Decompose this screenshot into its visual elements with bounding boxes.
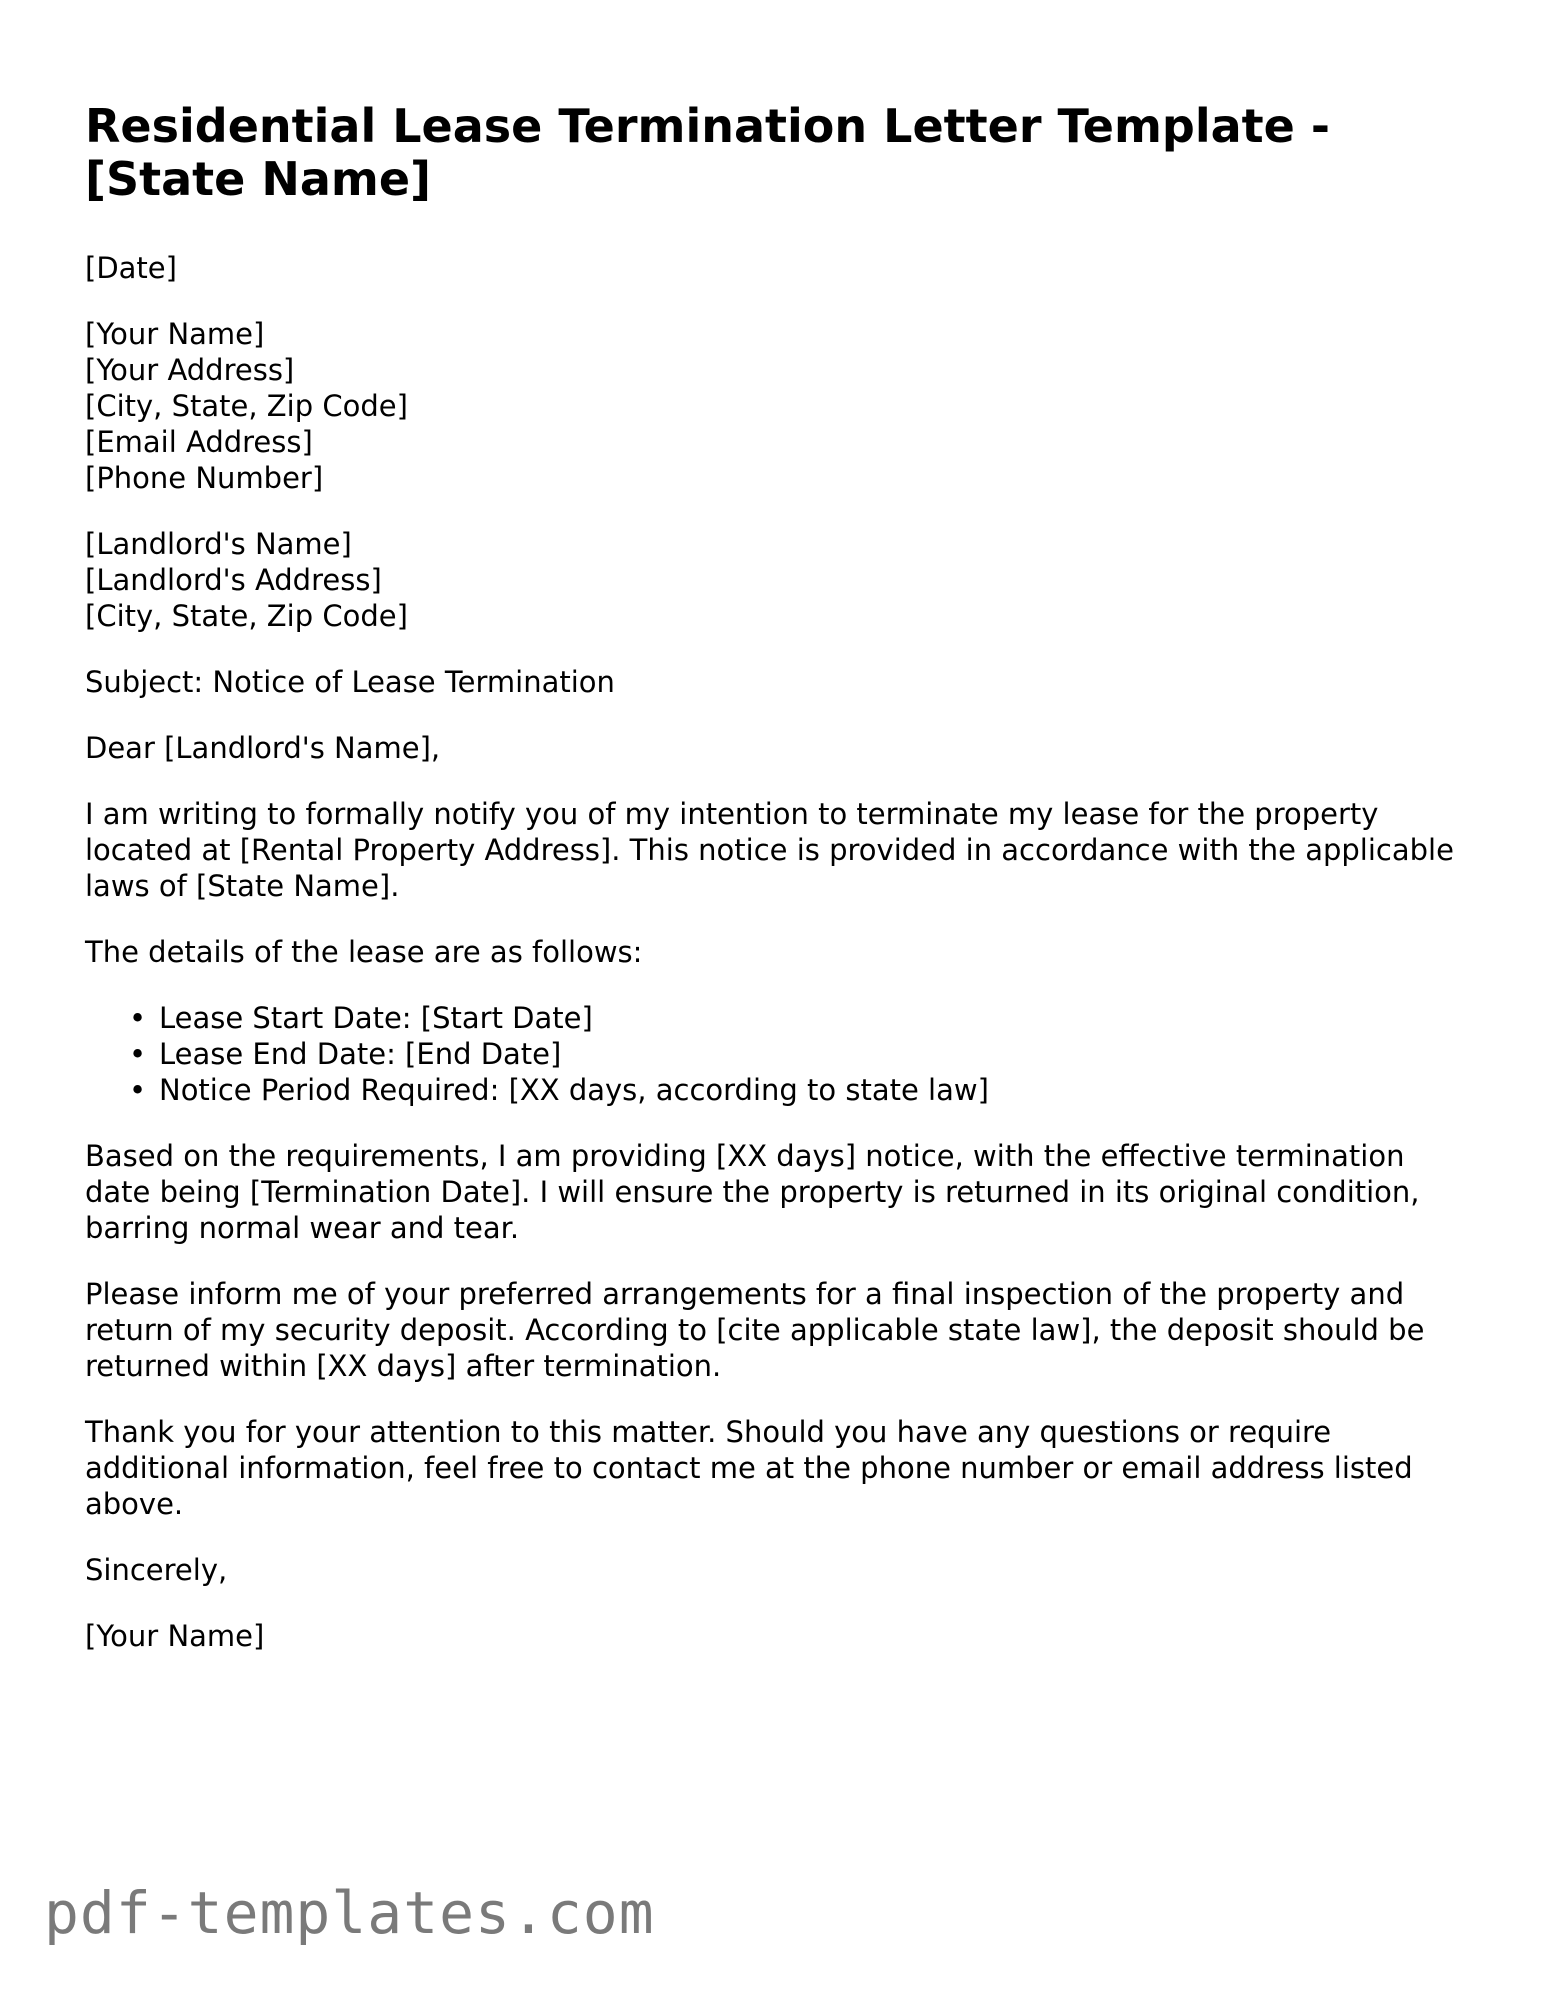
sender-phone: [Phone Number] — [85, 461, 324, 495]
list-item — [129, 1000, 1465, 1036]
watermark-text: pdf-templates.com — [44, 1879, 655, 1947]
closing-paragraph: Thank you for your attention to this matter. Should you have any questions or require additional information, feel free to contact me at the phone number or email address listed above. — [85, 1415, 1413, 1521]
signoff: Sincerely, — [85, 1553, 228, 1587]
recipient-city-state-zip: [City, State, Zip Code] — [85, 599, 408, 633]
inspection-paragraph: Please inform me of your preferred arrangements for a final inspection of the property and return of my security deposit. According to [cite applicable state law], the deposit should be returned within [XX days] after termination. — [85, 1277, 1425, 1383]
bullet-icon: • — [129, 1001, 147, 1035]
list-item — [129, 1072, 1465, 1108]
letter-date: [Date] — [85, 251, 177, 285]
sender-name: [Your Name] — [85, 317, 265, 351]
details-intro: The details of the lease are as follows: — [85, 935, 643, 969]
letter-document — [85, 100, 1465, 1684]
signature-name: [Your Name] — [85, 1619, 265, 1653]
recipient-block — [85, 526, 1465, 634]
salutation: Dear [Landlord's Name], — [85, 731, 441, 765]
detail-notice-period: Notice Period Required: [XX days, according to state law] — [159, 1073, 989, 1107]
detail-end-date: Lease End Date: [End Date] — [159, 1037, 562, 1071]
document-title: Residential Lease Termination Letter Template - [State Name] — [85, 99, 1330, 206]
sender-email: [Email Address] — [85, 425, 313, 459]
list-item — [129, 1036, 1465, 1072]
sender-city-state-zip: [City, State, Zip Code] — [85, 389, 408, 423]
recipient-address: [Landlord's Address] — [85, 563, 382, 597]
detail-start-date: Lease Start Date: [Start Date] — [159, 1001, 593, 1035]
subject-line: Subject: Notice of Lease Termination — [85, 665, 615, 699]
lease-details-list — [85, 1000, 1465, 1108]
recipient-name: [Landlord's Name] — [85, 527, 352, 561]
sender-block — [85, 316, 1465, 496]
notice-paragraph: Based on the requirements, I am providing [XX days] notice, with the effective termination date being [Termination Date]. I will ensure the property is returned in its original condition, barring normal wear and tear. — [85, 1139, 1420, 1245]
bullet-icon: • — [129, 1073, 147, 1107]
bullet-icon: • — [129, 1037, 147, 1071]
sender-address: [Your Address] — [85, 353, 295, 387]
intro-paragraph: I am writing to formally notify you of my intention to terminate my lease for the property located at [Rental Property Address]. This notice is provided in accordance with the applicable laws of [State Name]. — [85, 797, 1454, 903]
